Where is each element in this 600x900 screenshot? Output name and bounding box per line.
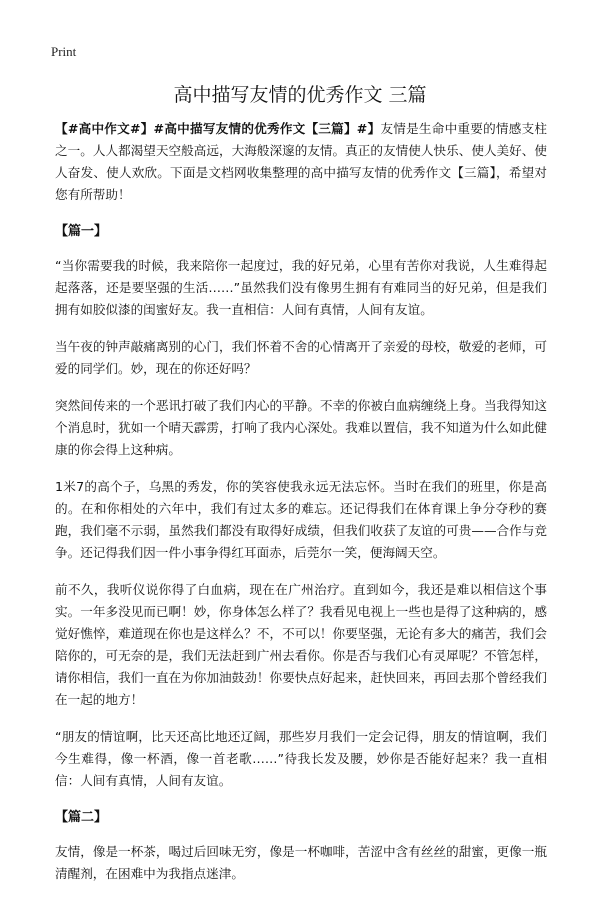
section-heading-1: 【篇一】 xyxy=(55,224,108,239)
section-1-paragraph-3: 突然间传来的一个恶讯打破了我们内心的平静。不幸的你被白血病缠绕上身。当我得知这个消息时，犹如一个晴天霹雳，打响了我内心深处。我难以置信，我不知道为什么如此健康的你会得上这种病。 xyxy=(55,398,547,457)
print-link[interactable]: Print xyxy=(51,44,77,59)
intro-paragraph xyxy=(55,118,547,206)
section-2-paragraph-1: 友情，像是一杯茶，喝过后回味无穷，像是一杯咖啡，苦涩中含有丝丝的甜蜜，更像一瓶清醒剂，在困难中为我指点迷津。 xyxy=(55,844,547,881)
section-1-paragraph-6: “朋友的情谊啊，比天还高比地还辽阔，那些岁月我们一定会记得，朋友的情谊啊，我们今生难得，像一杯酒，像一首老歌……”待我长发及腰，妙你是否能好起来？我一直相信：人间有真情，人间有友谊。 xyxy=(55,729,547,788)
intro-text: 友情是生命中重要的情感支柱之一。人人都渴望天空般高远，大海般深邃的友情。真正的友情使人快乐、使人美好、使人奋发、使人欢欣。下面是文档网收集整理的高中描写友情的优秀作文【三篇】，希望对您有所帮助！ xyxy=(55,121,547,202)
section-1-paragraph-1: “当你需要我的时候，我来陪你一起度过，我的好兄弟，心里有苦你对我说，人生难得起起落落，还是要坚强的生活……”虽然我们没有像男生拥有有难同当的好兄弟，但是我们拥有如胶似漆的闺蜜好友。我一直相信：人间有真情，人间有友谊。 xyxy=(55,258,547,317)
intro-tag-prefix: 【#高中作文#】#高中描写友情的优秀作文【三篇】#】 xyxy=(55,121,381,136)
section-1-paragraph-2: 当午夜的钟声敲痛离别的心门，我们怀着不舍的心情离开了亲爱的母校，敬爱的老师，可爱的同学们。妙，现在的你还好吗？ xyxy=(55,339,547,376)
section-1-paragraph-5: 前不久，我听仪说你得了白血病，现在在广州治疗。直到如今，我还是难以相信这个事实。一年多没见而已啊！妙，你身体怎么样了？我看见电视上一些也是得了这种病的，感觉好憔悴，难道现在你也是这样么？不，不可以！你要坚强，无论有多大的痛苦，我们会陪你的，可无奈的是，我们无法赶到广州去看你。你是否与我们心有灵犀呢？不管怎样，请你相信，我们一直在为你加油鼓劲！你要快点好起来，赶快回来，再回去那个曾经我们在一起的地方！ xyxy=(55,582,547,707)
section-1-paragraph-4: 1米7的高个子，乌黑的秀发，你的笑容使我永远无法忘怀。当时在我们的班里，你是高的。在和你相处的六年中，我们有过太多的难忘。还记得我们在体育课上争分夺秒的赛跑，我们毫不示弱，虽然我们都没有取得好成绩，但我们收获了友谊的可贵——合作与竞争。还记得我们因一件小事争得红耳面赤，后莞尔一笑，便海阔天空。 xyxy=(55,479,547,560)
document-body xyxy=(55,118,547,900)
section-heading-2: 【篇二】 xyxy=(55,810,108,825)
document-title: 高中描写友情的优秀作文 三篇 xyxy=(173,84,427,106)
